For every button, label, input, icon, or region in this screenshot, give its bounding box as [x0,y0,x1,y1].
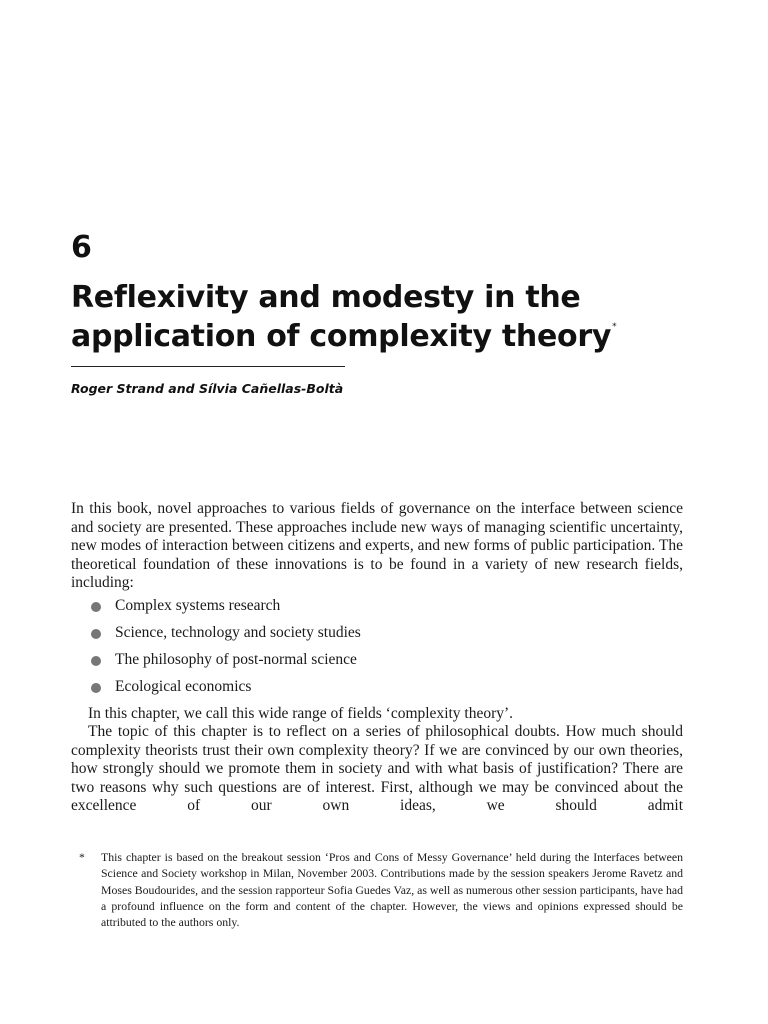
bullet-icon [91,629,101,639]
list-item [71,597,683,624]
list-item [71,624,683,651]
chapter-number: 6 [71,230,92,265]
list-item-label: The philosophy of post-normal science [115,650,357,668]
chapter-title [71,278,711,356]
intro-paragraph: In this book, novel approaches to various fields of governance on the interface between science and society are presented. These approaches include new ways of managing scientific uncertainty, new modes of interaction between citizens and experts, and new forms of public participation. The theoretical foundation of these innovations is to be found in a variety of new research fields, including: [71,500,683,591]
bullet-icon [91,683,101,693]
list-item-label: Ecological economics [115,677,252,695]
chapter-title-line-2-text: application of complexity theory [71,319,612,354]
research-fields-list [71,597,683,700]
list-item-label: Science, technology and society studies [115,623,361,641]
chapter-title-line-1: Reflexivity and modesty in the [71,280,581,315]
list-item [71,678,683,700]
bullet-icon [91,602,101,612]
list-item [71,651,683,678]
footnote-reference-mark[interactable]: * [612,322,617,332]
footnote [71,849,683,930]
chapter-title-line-2 [71,317,711,356]
footnote-text: This chapter is based on the breakout session ‘Pros and Cons of Messy Governance’ held during the Interfaces between Science and Society workshop in Milan, November 2003. Contributions made by the session speakers Jerome Ravetz and Moses Boudourides, and the session rapporteur Sofia Guedes Vaz, as well as numerous other session participants, have had a profound influence on the form and content of the chapter. However, the views and opinions expressed should be attributed to the authors only. [101,850,683,930]
footnote-mark: * [79,850,85,864]
chapter-authors: Roger Strand and Sílvia Cañellas-Boltà [71,381,344,396]
body-paragraph-2: In this chapter, we call this wide range of fields ‘complexity theory’. [88,704,514,722]
title-divider [71,366,345,367]
body-paragraph-3: The topic of this chapter is to reflect on a series of philosophical doubts. How much should complexity theorists trust their own complexity theory? If we are convinced by our own theories, how strongly should we promote them in society and with what basis of justification? There are two reasons why such questions are of interest. First, although we may be convinced about the excellence of our own ideas, we should admit [71,723,683,814]
body-text [71,500,683,816]
list-item-label: Complex systems research [115,596,281,614]
bullet-icon [91,656,101,666]
